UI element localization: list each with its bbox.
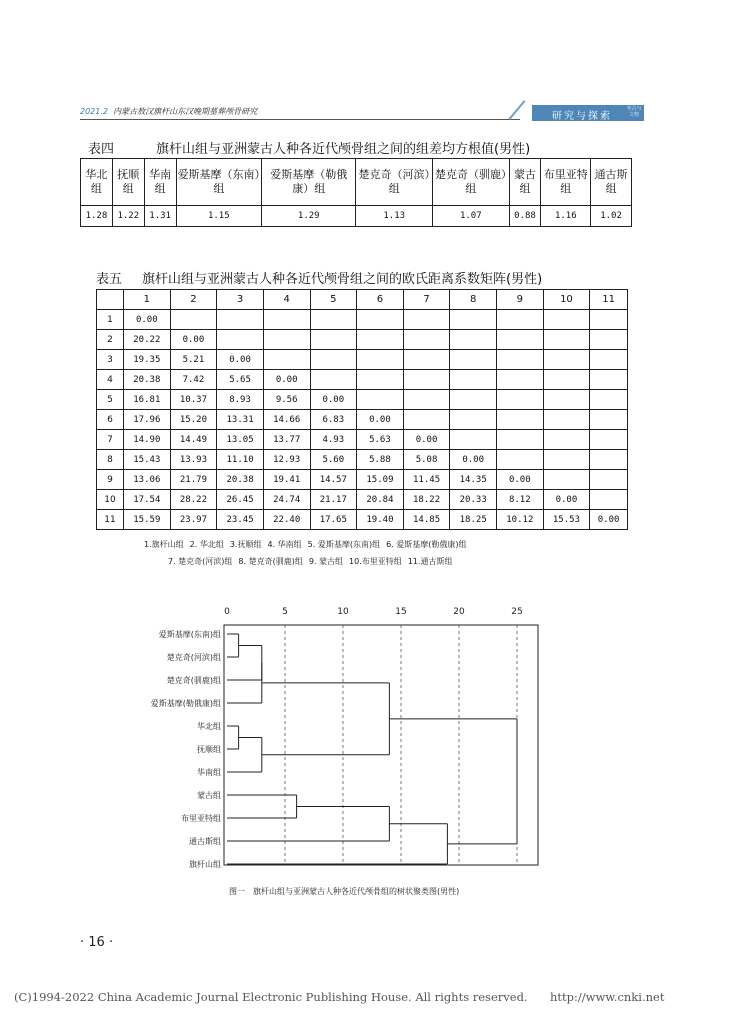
table4-value-cell: 1.02 [591,206,632,227]
dendrogram-leaf-label: 华北组 [197,722,221,731]
table5-cell [450,330,497,350]
axis-tick-label: 20 [453,607,465,617]
header-slash-decoration [509,100,526,120]
table5-cell: 11.10 [217,450,264,470]
table5-cell: 5.63 [357,430,404,450]
table5-row [97,490,628,510]
legend-entry: 10.布里亚特组 [349,557,402,566]
table5-number: 表五 [96,272,123,287]
table5-header-row [97,290,628,310]
legend-entry: 2. 华北组 [189,540,224,549]
table5-row [97,450,628,470]
table5-cell: 15.20 [170,410,217,430]
figure1-caption: 图一 旗杆山组与亚洲蒙古人种各近代颅骨组的树状聚类图(男性) [229,887,460,896]
table5-cell [217,330,264,350]
table5-cell [543,450,590,470]
table5-cell: 22.40 [263,510,310,530]
table5-cell: 6.83 [310,410,357,430]
table5-cell: 0.00 [403,430,450,450]
table5-cell: 17.54 [124,490,171,510]
table5-row [97,410,628,430]
table5-cell [497,430,544,450]
table5-row [97,390,628,410]
table5-cell: 21.79 [170,470,217,490]
table4-header-cell: 楚克奇（河滨）组 [356,159,433,206]
dendrogram-leaf-label: 爱斯基摩(勒俄康)组 [150,699,221,708]
table5-cell [497,410,544,430]
table5-row [97,510,628,530]
table5-cell: 14.66 [263,410,310,430]
section-banner [532,105,644,121]
table5-cell: 0.00 [590,510,628,530]
page-number: · 16 · [80,935,114,950]
legend-entry: 3.抚顺组 [229,540,262,549]
table5-cell [590,450,628,470]
table5-cell [497,370,544,390]
table5-column-header: 8 [450,290,497,310]
table5-cell: 10.12 [497,510,544,530]
table5-corner-cell [97,290,124,310]
table5-cell: 0.00 [170,330,217,350]
table5-cell: 20.38 [124,370,171,390]
table4 [80,158,632,227]
table5-cell: 9.56 [263,390,310,410]
table5-column-header: 5 [310,290,357,310]
table5-cell: 11.45 [403,470,450,490]
table4-value-row [81,206,632,227]
table5-cell [403,390,450,410]
table5-cell [310,310,357,330]
legend-entry: 1.旗杆山组 [144,540,184,549]
table5-row [97,350,628,370]
table5-cell [543,350,590,370]
table5-cell: 5.88 [357,450,404,470]
table5-cell: 0.00 [263,370,310,390]
corner-mark: 考古与文物 [626,106,642,118]
table5-row [97,430,628,450]
table4-header-cell: 爱斯基摩（东南）组 [176,159,261,206]
table5-cell [543,410,590,430]
table5-cell: 18.22 [403,490,450,510]
table5-cell: 14.85 [403,510,450,530]
table5-cell [263,330,310,350]
issue-year: 2021.2 [80,107,108,116]
table4-value-cell: 0.88 [509,206,541,227]
legend-entry: 8. 楚克奇(驯鹿)组 [238,557,303,566]
legend-entry: 6. 爱斯基摩(勒俄康)组 [386,540,467,549]
table4-value-cell: 1.31 [144,206,176,227]
legend-entry: 9. 蒙古组 [308,557,344,566]
table5-cell [497,330,544,350]
table5-cell: 15.43 [124,450,171,470]
table5-cell: 20.33 [450,490,497,510]
dendrogram-leaf-label: 楚克奇(驯鹿)组 [166,676,221,685]
table5-cell [590,390,628,410]
table5-cell: 5.65 [217,370,264,390]
table5-cell [403,370,450,390]
table5-cell [450,410,497,430]
table5-cell [450,390,497,410]
table5-row [97,470,628,490]
table5-column-header: 3 [217,290,264,310]
table4-header-cell: 通古斯组 [591,159,632,206]
table5-cell [403,310,450,330]
table5-row-label: 6 [97,410,124,430]
table5-cell: 14.35 [450,470,497,490]
table5-cell: 13.05 [217,430,264,450]
dendrogram-leaf-label: 抚顺组 [197,745,221,754]
plot-frame [224,625,538,865]
table5-cell: 20.84 [357,490,404,510]
table5-cell [543,310,590,330]
table5-column-header: 11 [590,290,628,310]
table4-title: 旗杆山组与亚洲蒙古人种各近代颅骨组之间的组差均方根值(男性) [156,142,531,157]
table5-cell [263,350,310,370]
table5-cell [450,370,497,390]
table5-caption [96,268,542,287]
table4-caption [88,138,530,157]
table5-cell [543,470,590,490]
table5-cell: 21.17 [310,490,357,510]
table5-column-header: 1 [124,290,171,310]
table5-row-label: 9 [97,470,124,490]
table4-value-cell: 1.13 [356,206,433,227]
table5-cell: 18.25 [450,510,497,530]
table5-cell: 13.06 [124,470,171,490]
table5-cell [357,310,404,330]
table5-column-header: 9 [497,290,544,310]
table5-legend-line2 [168,556,459,567]
section-label: 研究与探索 [552,111,612,122]
axis-tick-label: 5 [282,607,288,617]
dendrogram [120,600,550,880]
table5-cell: 0.00 [543,490,590,510]
legend-entry: 5. 爱斯基摩(东南)组 [307,540,381,549]
table5-cell: 7.42 [170,370,217,390]
legend-entry: 11.通古斯组 [407,557,453,566]
table5-row [97,310,628,330]
table4-value-cell: 1.15 [176,206,261,227]
table5-cell: 19.41 [263,470,310,490]
table5-cell [263,310,310,330]
table5-cell: 23.45 [217,510,264,530]
table5-cell [590,350,628,370]
table5-cell: 13.77 [263,430,310,450]
table4-header-cell: 爱斯基摩（勒俄康）组 [262,159,356,206]
dendrogram-leaf-label: 爱斯基摩(东南)组 [158,630,221,639]
table5-cell: 24.74 [263,490,310,510]
table5-cell: 15.09 [357,470,404,490]
table5-cell: 15.53 [543,510,590,530]
dendrogram-leaf-label: 蒙古组 [197,791,221,800]
table5-cell [543,330,590,350]
table5-cell: 0.00 [450,450,497,470]
table5-cell: 13.31 [217,410,264,430]
table5-cell: 12.93 [263,450,310,470]
dendrogram-leaf-label: 华南组 [197,768,221,777]
table5-cell [590,410,628,430]
table5-cell [403,410,450,430]
table5-cell: 0.00 [217,350,264,370]
table5-row [97,330,628,350]
table5-cell: 20.38 [217,470,264,490]
table5-row-label: 7 [97,430,124,450]
dendrogram-leaf-label: 楚克奇(河滨)组 [166,653,221,662]
table4-number: 表四 [88,142,115,157]
table5-cell: 17.65 [310,510,357,530]
table5-cell: 19.35 [124,350,171,370]
table5-cell [543,430,590,450]
table5-row [97,370,628,390]
table5-cell: 0.00 [357,410,404,430]
running-header-text [80,106,257,117]
table5-cell: 16.81 [124,390,171,410]
table5-cell [590,490,628,510]
table5-cell [590,470,628,490]
table5-cell [403,330,450,350]
table5-cell: 23.97 [170,510,217,530]
journal-article-title: 内蒙古敖汉旗杆山东汉晚期墓葬颅骨研究 [113,107,258,116]
table5-cell [497,450,544,470]
table5-cell: 5.08 [403,450,450,470]
table4-header-cell: 楚克奇（驯鹿）组 [433,159,510,206]
table5-cell: 5.60 [310,450,357,470]
legend-entry: 4. 华南组 [267,540,302,549]
table5-cell [590,330,628,350]
axis-tick-label: 0 [224,607,230,617]
table5-row-label: 3 [97,350,124,370]
table5-cell: 0.00 [497,470,544,490]
table5-cell [310,350,357,370]
table5-cell: 8.12 [497,490,544,510]
table5-cell [450,310,497,330]
table5-cell [543,390,590,410]
table4-value-cell: 1.29 [262,206,356,227]
table5-cell: 4.93 [310,430,357,450]
table5-row-label: 4 [97,370,124,390]
table5-cell [590,430,628,450]
table5-cell: 15.59 [124,510,171,530]
table5-cell [497,310,544,330]
legend-entry: 7. 楚克奇(河滨)组 [168,557,233,566]
table4-header-cell: 华南组 [144,159,176,206]
dendrogram-leaf-label: 通古斯组 [189,837,221,846]
table5-legend-line1 [144,539,473,550]
table5-cell [217,310,264,330]
table5-cell: 0.00 [310,390,357,410]
table5-cell: 20.22 [124,330,171,350]
axis-tick-label: 25 [511,607,523,617]
table5-cell: 0.00 [124,310,171,330]
table5-cell [497,350,544,370]
table4-header-row [81,159,632,206]
table5-cell [357,330,404,350]
table5-cell: 28.22 [170,490,217,510]
table5-cell: 14.90 [124,430,171,450]
table5-cell: 26.45 [217,490,264,510]
table5-cell [170,310,217,330]
table5 [96,289,628,530]
table4-value-cell: 1.28 [81,206,113,227]
table5-row-label: 5 [97,390,124,410]
dendrogram-leaf-label: 旗杆山组 [189,860,221,869]
table5-cell [357,390,404,410]
table5-cell [310,330,357,350]
table4-value-cell: 1.16 [541,206,591,227]
table5-cell: 10.37 [170,390,217,410]
table5-column-header: 7 [403,290,450,310]
table5-row-label: 2 [97,330,124,350]
table5-cell [403,350,450,370]
table5-cell [590,310,628,330]
table4-header-cell: 抚顺组 [112,159,144,206]
axis-tick-label: 10 [337,607,349,617]
table5-cell: 13.93 [170,450,217,470]
table5-row-label: 8 [97,450,124,470]
table5-cell: 8.93 [217,390,264,410]
header-rule [80,119,520,120]
table5-row-label: 1 [97,310,124,330]
table5-cell [450,430,497,450]
table4-header-cell: 蒙古组 [509,159,541,206]
table5-cell [590,370,628,390]
table5-cell: 19.40 [357,510,404,530]
table5-cell [357,370,404,390]
footer-copyright: (C)1994-2022 China Academic Journal Electronic Publishing House. All rights reserved. [14,990,528,1004]
table5-cell [357,350,404,370]
table5-column-header: 2 [170,290,217,310]
table4-value-cell: 1.22 [112,206,144,227]
dendrogram-leaf-label: 布里亚特组 [181,814,221,823]
table5-column-header: 4 [263,290,310,310]
table4-value-cell: 1.07 [433,206,510,227]
running-header [80,104,644,120]
table5-cell: 5.21 [170,350,217,370]
table5-title: 旗杆山组与亚洲蒙古人种各近代颅骨组之间的欧氏距离系数矩阵(男性) [142,272,543,287]
table4-header-cell: 布里亚特组 [541,159,591,206]
table5-cell [310,370,357,390]
table5-cell [543,370,590,390]
table5-cell: 14.49 [170,430,217,450]
table5-column-header: 6 [357,290,404,310]
copyright-footer [14,990,730,1004]
table5-row-label: 11 [97,510,124,530]
table4-header-cell: 华北组 [81,159,113,206]
table5-cell: 17.96 [124,410,171,430]
table5-cell [497,390,544,410]
table5-cell [450,350,497,370]
footer-url: http://www.cnki.net [550,990,665,1004]
table5-column-header: 10 [543,290,590,310]
axis-tick-label: 15 [395,607,407,617]
table5-row-label: 10 [97,490,124,510]
table5-cell: 14.57 [310,470,357,490]
